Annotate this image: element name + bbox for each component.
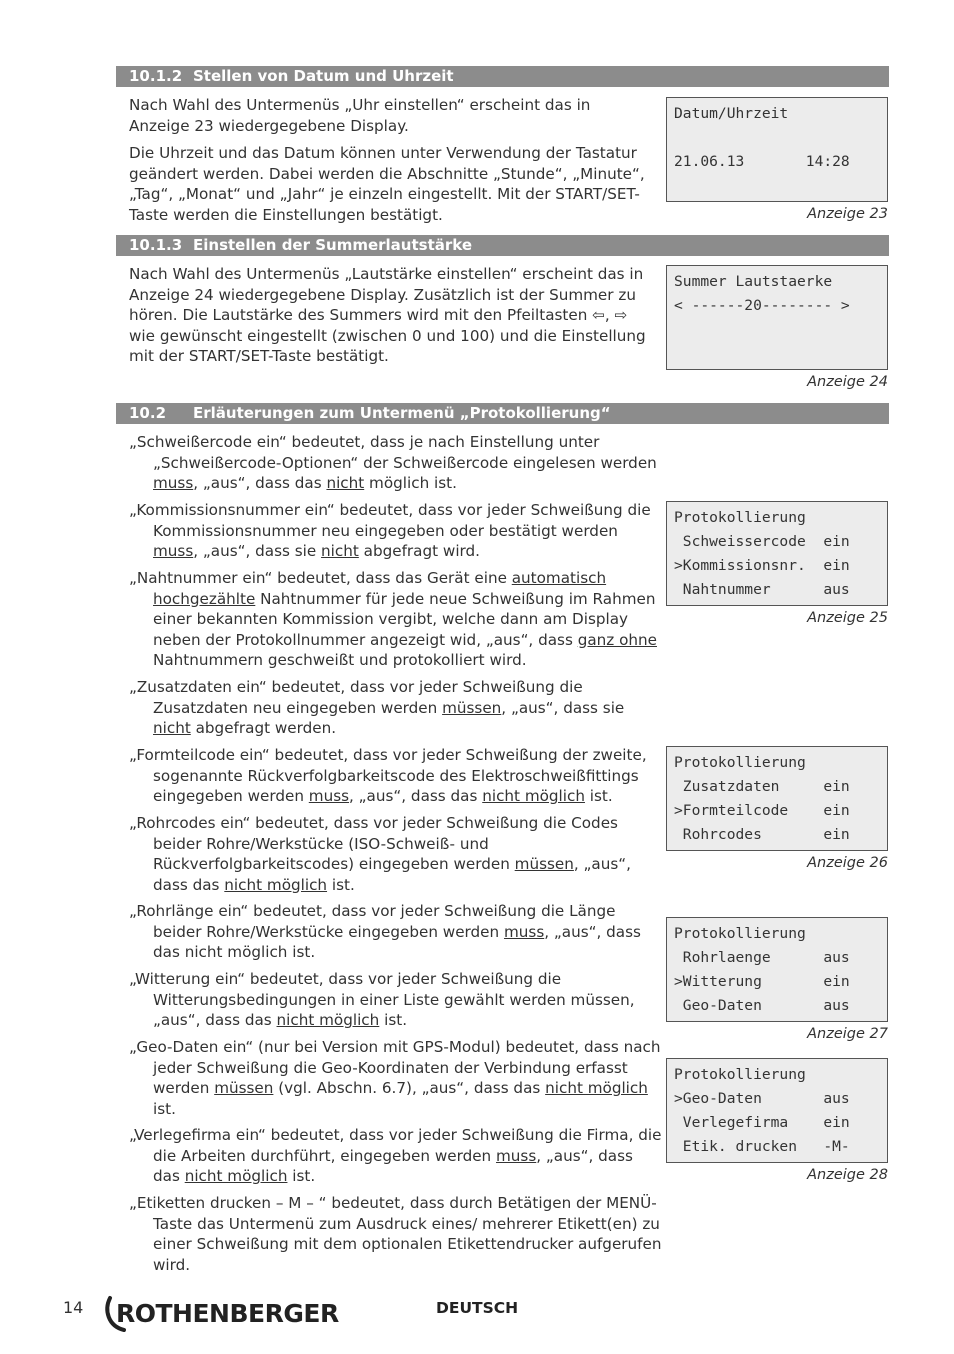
item-text: ist. [327, 875, 355, 894]
lcd-display-23 [666, 97, 888, 202]
display-line: Rohrcodes ein [674, 826, 850, 843]
item-emphasis: müssen [514, 855, 574, 873]
item-text: „Schweißercode ein“ bedeutet, dass je nach Einstellung unter „Schweißercode-Optionen“ der Schweißercode eingelesen werden [129, 433, 657, 472]
list-item [129, 432, 664, 494]
item-text: , „aus“, dass das [153, 855, 631, 894]
item-text: „Rohrlänge ein“ bedeutet, dass vor jeder Schweißung die Länge beider Rohre/Werkstücke eingegeben werden [129, 902, 616, 941]
item-text: , „aus“, dass sie [193, 542, 322, 560]
list-item [129, 969, 664, 1031]
item-emphasis: ganz ohne [577, 630, 657, 649]
item-emphasis: muss [503, 922, 545, 941]
section-header-10-1-3 [116, 235, 889, 256]
item-emphasis: automatisch hochgezählte [153, 569, 607, 608]
list-item [129, 745, 664, 807]
display-line: Protokollierung [674, 925, 806, 942]
item-emphasis: nicht [321, 542, 359, 560]
item-emphasis: nicht möglich [224, 875, 328, 894]
list-item [129, 677, 664, 739]
display-line: Geo-Daten aus [674, 997, 850, 1014]
item-emphasis: muss [153, 542, 194, 560]
item-emphasis: müssen [442, 698, 502, 717]
lcd-display-26 [666, 746, 888, 851]
display-line: >Geo-Daten aus [674, 1090, 850, 1107]
lcd-display-28 [666, 1058, 888, 1163]
item-text: ist. [153, 1099, 176, 1118]
display-line: Etik. drucken -M- [674, 1138, 850, 1155]
item-emphasis: müssen [214, 1079, 274, 1097]
list-item [129, 1193, 664, 1275]
paragraph: Die Uhrzeit und das Datum können unter Verwendung der Tastatur geändert werden. Dabei werden die Abschnitte „Stunde“, „Minute“, „Tag“, „Monat“ und „Jahr“ je einzeln eingestellt. Mit der START/SET-Taste werden die Einstellungen bestätigt. [129, 144, 645, 224]
item-text: „Verlegefirma ein“ bedeutet, dass vor jeder Schweißung die Firma, die die Arbeiten durchführt, eingegeben werden [129, 1126, 662, 1165]
item-text: „Geo-Daten ein“ (nur bei Version mit GPS-Modul) bedeutet, dass nach jeder Schweißung die Geo-Koordinaten der Verbindung erfasst werden [129, 1038, 661, 1097]
list-item [129, 1125, 664, 1187]
item-text: , „aus“, dass das [193, 474, 327, 492]
item-emphasis: nicht möglich [184, 1167, 288, 1185]
item-text: abgefragt wird. [358, 542, 480, 560]
list-item [129, 901, 664, 963]
display-line: < ------20-------- > [674, 297, 850, 314]
lcd-display-25 [666, 501, 888, 606]
display-line: Schweissercode ein [674, 533, 850, 550]
page-number: 14 [63, 1298, 84, 1317]
section-number: 10.1.3 [129, 236, 183, 254]
item-text: Nahtnummern geschweißt und protokolliert wird. [153, 651, 527, 669]
section-title: Einstellen der Summerlautstärke [193, 236, 473, 254]
brand-name: ROTHENBERGER [116, 1299, 339, 1328]
display-line: Protokollierung [674, 509, 806, 526]
section-title: Erläuterungen zum Untermenü „Protokollierung“ [193, 404, 611, 422]
item-emphasis: nicht möglich [545, 1079, 648, 1097]
display-line: 21.06.13 14:28 [674, 153, 850, 170]
section-header-10-1-2 [116, 66, 889, 87]
display-caption: Anzeige 23 [807, 206, 888, 222]
display-line: Rohrlaenge aus [674, 949, 850, 966]
item-text: „Kommissionsnummer ein“ bedeutet, dass vor jeder Schweißung die Kommissionsnummer neu eingegeben oder bestätigt werden [129, 501, 651, 540]
item-emphasis: nicht [153, 719, 191, 737]
item-text: , „aus“, dass das nicht möglich ist. [153, 922, 641, 961]
section-number: 10.1.2 [129, 67, 183, 85]
section-text [129, 95, 649, 225]
item-text: ist. [584, 787, 613, 805]
display-line: Protokollierung [674, 1066, 806, 1083]
lcd-display-24 [666, 265, 888, 370]
display-line: >Formteilcode ein [674, 802, 850, 819]
language-label: DEUTSCH [436, 1299, 519, 1317]
display-line: Nahtnummer aus [674, 581, 850, 598]
display-caption: Anzeige 24 [807, 374, 888, 390]
item-emphasis: nicht möglich [482, 787, 585, 805]
section-number: 10.2 [129, 404, 167, 422]
item-emphasis: muss [153, 474, 194, 492]
brand-logo-icon [102, 1292, 352, 1334]
section-header-10-2 [116, 403, 889, 424]
list-item [129, 568, 664, 671]
item-emphasis: nicht [326, 474, 365, 492]
lcd-display-27 [666, 917, 888, 1022]
item-text: Nahtnummer für jede neue Schweißung im Rahmen einer bekannten Kommission vergibt, welche dann am Display neben der Protokollnummer angezeigt wid, „aus“, dass [153, 589, 656, 649]
list-item [129, 500, 664, 562]
item-text: ist. [287, 1167, 316, 1185]
display-line: Datum/Uhrzeit [674, 105, 789, 122]
display-line: Summer Lautstaerke [674, 273, 833, 290]
display-caption: Anzeige 25 [807, 610, 888, 626]
paragraph: Nach Wahl des Untermenüs „Lautstärke einstellen“ erscheint das in Anzeige 24 wiedergegebene Display. Zusätzlich ist der Summer zu hören. Die Lautstärke des Summers wird mit den Pfeiltasten ⇦, ⇨ wie gewünscht eingestellt (zwischen 0 und 100) und die Einstellung mit der START/SET-Taste bestätigt. [129, 265, 646, 365]
display-line: >Kommissionsnr. ein [674, 557, 850, 574]
display-line: Zusatzdaten ein [674, 778, 850, 795]
display-caption: Anzeige 28 [807, 1167, 888, 1183]
item-text: „Zusatzdaten ein“ bedeutet, dass vor jeder Schweißung die Zusatzdaten neu eingegeben werden [129, 678, 583, 717]
display-line: Verlegefirma ein [674, 1114, 850, 1131]
item-emphasis: nicht möglich [276, 1011, 380, 1029]
item-text: „Nahtnummer ein“ bedeutet, dass das Gerät eine [129, 569, 512, 587]
item-text: , „aus“, dass sie [501, 698, 625, 717]
display-caption: Anzeige 26 [807, 855, 888, 871]
brand-logo [102, 1292, 352, 1334]
display-line: >Witterung ein [674, 973, 850, 990]
item-text: „Etiketten drucken – M – “ bedeutet, dass durch Betätigen der MENÜ-Taste das Untermenü zum Ausdruck eines/ mehrerer Etikett(en) zu einer Schweißung mit dem optionalen Etikettendrucker aufgerufen wird. [129, 1194, 662, 1274]
item-emphasis: muss [496, 1146, 537, 1165]
item-text: (vgl. Abschn. 6.7), „aus“, dass das [273, 1079, 546, 1097]
item-text: „Rohrcodes ein“ bedeutet, dass vor jeder Schweißung die Codes beider Rohre/Werkstücke (ISO-Schweiß- und Rückverfolgbarkeitscodes) eingegeben werden [129, 814, 618, 873]
list-item [129, 813, 664, 895]
item-text: , „aus“, dass das [153, 1146, 633, 1185]
item-text: möglich ist. [364, 474, 457, 492]
list-item [129, 1037, 664, 1119]
item-text: abgefragt werden. [190, 719, 337, 737]
section-title: Stellen von Datum und Uhrzeit [193, 67, 454, 85]
item-text: „Formteilcode ein“ bedeutet, dass vor jeder Schweißung der zweite, sogenannte Rückverfolgbarkeitscode des Elektroschweißfittings eingegeben werden [129, 746, 647, 805]
item-text: „Witterung ein“ bedeutet, dass vor jeder Schweißung die Witterungsbedingungen in einer Liste gewählt werden müssen, „aus“, dass das [129, 970, 635, 1029]
display-caption: Anzeige 27 [807, 1026, 888, 1042]
item-text: ist. [379, 1011, 408, 1029]
item-emphasis: muss [308, 787, 350, 805]
section-text [129, 264, 657, 367]
display-line: Protokollierung [674, 754, 806, 771]
item-text: , „aus“, dass das [349, 787, 483, 805]
paragraph: Nach Wahl des Untermenüs „Uhr einstellen“ erscheint das in Anzeige 23 wiedergegebene Display. [129, 96, 591, 135]
